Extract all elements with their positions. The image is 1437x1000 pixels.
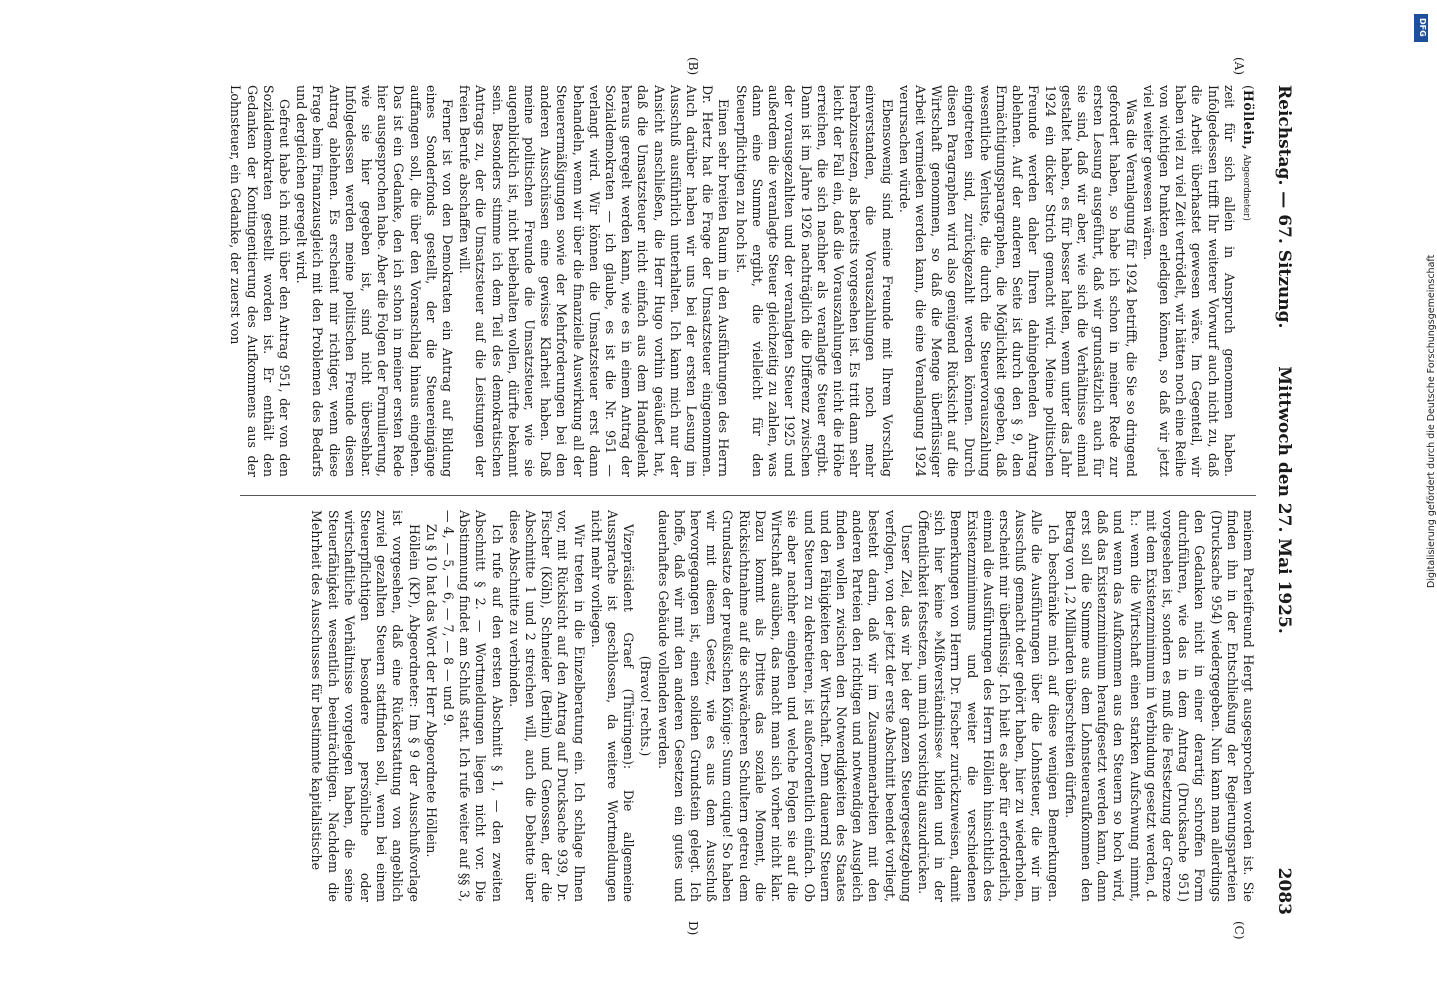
paragraph: Höllein (KP), Abgeordneter: Im § 9 der Ausschußvorlage ist vorgesehen, daß eine Rückerstattung von angeblich zuviel gezahlten Steuern stattfinden soll, wenn bei einem Steuerpflichtigen besondere persönliche oder wirtschaftliche Verhältnisse vorgelegen haben, die seine Steuerfähigkeit wesentlich beeinträchtigen. Nachdem die Mehrheit des Ausschusses für bestimmte kapitalistische — [309, 510, 422, 902]
paragraph: Vizepräsident Graef (Thüringen): Die allgemeine Aussprache ist geschlossen, da weitere Wortmeldungen nicht mehr vorliegen. — [588, 510, 637, 902]
paragraph: Unser Ziel, das wir bei der ganzen Steuergesetzgebung verfolgen, von der jetzt der erste Abschnitt beendet vorliegt, besteht darin, daß wir im Zusammenarbeiten mit den anderen Parteien den richtigen und notwendigen Ausgleich finden wollen zwischen den Notwendigkeiten des Staates und den Fähigkeiten der Wirtschaft. Denn dauernd Steuern und Steuern zu dekretieren, ist außerordentlich einfach. Ob sie aber nachher eingehen und welche Folgen sie auf die Wirtschaft ausüben, das macht man sich vorher nicht klar. Dazu kommt als Drittes das soziale Moment, die Rücksichtnahme auf die schwächeren Schultern getreu dem Grundsatze der preußischen Könige: Suum cuique! So haben wir mit diesem Gesetz, wie es aus dem Ausschuß hervorgegangen ist, einen soliden Grundstein gelegt. Ich hoffe, daß wir mit den anderen Gesetzen ein gutes und dauerhaftes Gebäude vollenden werden. — [655, 510, 914, 902]
paragraph: Zu § 10 hat das Wort der Herr Abgeordnete Höllein. — [423, 524, 439, 858]
rotated-document-page — [220, 57, 1300, 940]
speaker-role: Abgeordneter) — [1241, 154, 1251, 221]
paragraph: meinem Parteifreund Hergt ausgesprochen worden ist. Sie finden ihn in der Entschließung der Regierungsparteien (Drucksache 954) wiedergegeben. Nun kann man allerdings den Gedanken nicht in einer derartig schroffen Form durchführen, wie das in dem Antrag (Drucksache 951) vorgesehen ist, sondern es muß die Festsetzung der Grenze mit dem Existenzminimum in Verbindung gesetzt werden, d. h.: wenn die Wirtschaft einen starken Aufschwung nimmt, und wenn das Aufkommen aus den Steuern so hoch wird, daß das Existenzminimum heraufgesetzt werden kann, dann erst soll die Summe aus dem Lohnsteueraufkommen den Betrag von 1,2 Milliarden überschreiten dürfen. — [1062, 510, 1256, 902]
column-divider — [240, 495, 1256, 496]
speaker-name: Höllein, — [1241, 89, 1256, 151]
right-column — [220, 510, 1256, 902]
left-column — [220, 85, 1256, 477]
paragraph: Ich rufe auf den ersten Abschnitt § 1, — den zweiten Abschnitt § 2. — Wortmeldungen liegen nicht vor. Die Abstimmung findet am Schluß statt. Ich rufe weiter auf §§ 3, — 4, — 5, — 6, — 7, — 8 — und 9. — [441, 510, 505, 902]
margin-marker-a: (A) — [1232, 57, 1246, 76]
page-number: 2083 — [1274, 867, 1294, 915]
paragraph: Ferner ist von den Demokraten ein Antrag auf Bildung eines Sonderfonds gestellt, der die Steuereingänge auffangen soll, die über den Voranschlag hinaus eingehen. Das ist ein Gedanke, den ich schon in meiner ersten Rede hier ausgesprochen habe. Aber die Folgen der Formulierung, wie sie hier gegeben ist, sind nicht übersehbar. Infolgedessen werden meine politischen Freunde diesen Antrag ablehnen. Es erscheint mir richtiger, wenn diese Frage beim Finanzausgleich mit den Problemen des Bedarfs und dergleichen geregelt wird. — [294, 85, 456, 477]
dfg-logo: DFG — [1414, 14, 1428, 42]
page-header — [1266, 85, 1300, 915]
dfg-credit-text: Digitalisierung gefördert durch die Deutsche Forschungsgemeinschaft — [1426, 254, 1437, 588]
margin-marker-b: (B) — [686, 57, 700, 76]
speaker-line: (Höllein, Abgeordneter) — [1241, 85, 1256, 221]
header-left: Reichstag. — 67. Sitzung. — [1274, 85, 1294, 329]
margin-marker-d: D) — [686, 921, 700, 936]
paragraph: zeit für sich allein in Anspruch genommen haben. Infolgedessen trifft Ihr weiterer Vorwurf auch nicht zu, daß die Arbeit überhastet gewesen wäre. Im Gegenteil, wir haben viel zu viel Zeit vertrödelt, wir hätten noch eine Reihe von wichtigen Punkten erledigen können, so daß wir jetzt viel weiter gewesen wären. — [1140, 85, 1237, 477]
dfg-footer — [1412, 8, 1437, 998]
paragraph: Was die Veranlagung für 1924 betrifft, die Sie so dringend gefordert haben, so habe ich schon in meiner Rede zur ersten Lesung ausgeführt, daß wir grundsätzlich auch für sie sind, daß wir aber, wie sich die Verhältnisse einmal gestaltet haben, es für besser halten, wenn unter das Jahr 1924 ein dicker Strich gemacht wird. Meine politischen Freunde werden daher Ihren dahingehenden Antrag ablehnen. Auf der anderen Seite ist durch den § 9, den Ermächtigungsparagraphen, die Möglichkeit gegeben, daß wesentliche Verluste, die durch die Steuervorauszahlung eingetreten sind, zurückgezahlt werden können. Durch diesen Paragraphen wird also genügend Rücksicht auf die Wirtschaft genommen, so daß die Menge überflüssiger Arbeit vermieden werden kann, die eine Veranlagung 1924 verursachen würde. — [896, 85, 1139, 477]
applause-note: (Bravo! rechts.) — [638, 655, 654, 757]
margin-marker-c: (C) — [1232, 921, 1246, 940]
paragraph: Einen sehr breiten Raum in den Ausführungen des Herrn Dr. Hertz hat die Frage der Umsatzsteuer eingenommen. Auch darüber haben wir uns bei der ersten Lesung im Ausschuß ausführlich unterhalten. Ich kann mich nur der Ansicht anschließen, die Herr Hugo vorhin geäußert hat, daß die Umsatzsteuer nicht einfach aus dem Handgelenk heraus geregelt werden kann, wie es in einem Antrag der Sozialdemokraten — ich glaube, es ist die Nr. 951 — verlangt wird. Wir können die Umsatzsteuer erst dann behandeln, wenn wir über die finanzielle Auswirkung all der Steuerermäßigungen sowie der Mehrforderungen bei den anderen Ausschüssen eine gewisse Klarheit haben. Daß meine politischen Freunde die Umsatzsteuer, wie sie augenblicklich ist, nicht beibehalten wollen, dürfte bekannt sein. Besonders stimme ich dem Teil des demokratischen Antrags zu, der die Umsatzsteuer auf die Leistungen der freien Berufe abschaffen will. — [457, 85, 732, 477]
paragraph: Ebensowenig sind meine Freunde mit Ihrem Vorschlag einverstanden, die Vorauszahlungen noch mehr herabzusetzen, als bereits vorgesehen ist. Es tritt dann sehr leicht der Fall ein, daß die Vorauszahlungen nicht die Höhe erreichen, die sich nachher als veranlagte Steuer ergibt. Dann ist im Jahre 1926 nachträglich die Differenz zwischen der vorausgezahlten und der veranlagten Steuer 1925 und außerdem die veranlagte Steuer gleichzeitig zu zahlen, was dann eine Summe ergibt, die vielleicht für den Steuerpflichtigen zu hoch ist. — [733, 85, 895, 477]
paragraph: Wir treten in die Einzelberatung ein. Ich schlage Ihnen vor, mit Rücksicht auf den Antrag auf Drucksache 939, Dr. Fischer (Köln), Schneider (Berlin) und Genossen, der die Abschnitte 1 und 2 streichen will, auch die Debatte über diese Abschnitte zu verbinden. — [506, 510, 587, 902]
paragraph: Ich beschränke mich auf diese wenigen Bemerkungen. Alle die Ausführungen über die Lohnsteuer, die wir im Ausschuß gemacht oder gehört haben, hier zu wiederholen, erscheint mir überflüssig. Ich hielt es aber für erforderlich, einmal die Ausführungen des Herrn Höllein hinsichtlich des Existenzminimums und weiter die verschiedenen Bemerkungen von Herrn Dr. Fischer zurückzuweisen, damit sich hier keine »Mißverständnisse« bilden und in der Öffentlichkeit festsetzen, um mich vorsichtig auszudrücken. — [915, 510, 1061, 902]
paragraph: Gefreut habe ich mich über den Antrag 951, der von den Sozialdemokraten gestellt worden ist. Er enthält den Gedanken der Kontingentierung des Aufkommens aus der Lohnsteuer, ein Gedanke, der zuerst von — [228, 85, 293, 477]
header-date: Mittwoch den 27. Mai 1925. — [1274, 366, 1294, 634]
